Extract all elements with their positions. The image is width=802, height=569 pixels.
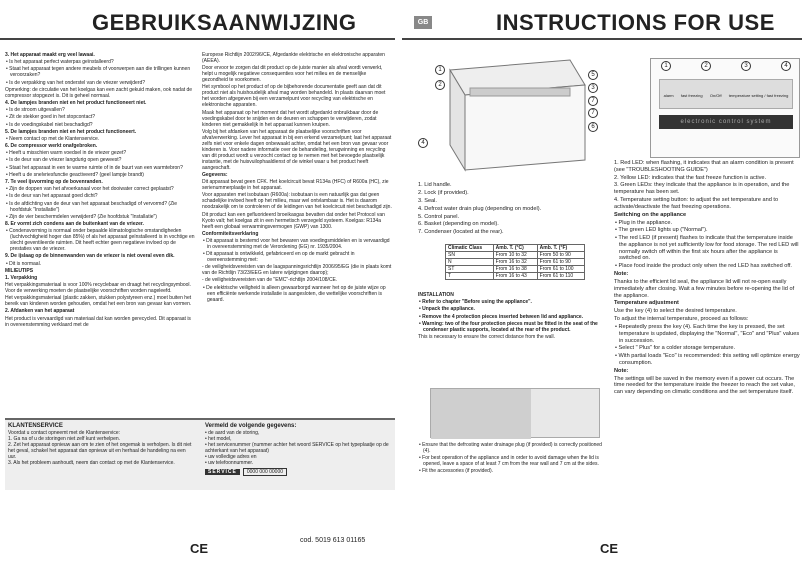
right-line: • Repeatedly press the key (4). Each time the key is pressed, the set temperature is updated, displaying the "Normal", "Eco" and "Plus" values in succession. [615,324,800,344]
climate-cell: SN [446,252,494,259]
climate-cell: From 16 to 43 [493,273,537,280]
climate-cell: ST [446,266,494,273]
install-line: • Unpack the appliance. [419,306,475,313]
nl1-line: 4. De lampjes branden niet en het product functioneert niet. [5,99,147,106]
freezer-illustration [410,50,610,180]
right-line: Use the key (4) to select the desired temperature. [614,308,737,315]
right-line: 1. Red LED: when flashing, it indicates that an alarm condition is present (see "TROUBLESHOOTING GUIDE") [614,160,794,173]
nl1-line: Het product is vervaardigd van materiaal dat kan worden gerecycled. Dit apparaat is in overeenstemming verklaard met de [5,315,191,328]
panel-label-onoff: On/Off [709,93,722,98]
service-plate [205,468,390,476]
installation-illustration [430,388,600,438]
right-line: Switching on the appliance [614,211,687,218]
service-item: • uw volledige adres en [205,454,257,461]
nl1-line: • Is de verpakking van het onderstel van de vriezer verwijderd? [6,79,146,86]
nl1-line: • Zijn de vier beschermdelen verwijderd? (Zie hoofdstuk "Installatie") [6,213,157,220]
ce-mark-left: CE [190,541,209,556]
panel-labels [660,80,792,99]
product-code: cod. 5019 613 01165 [300,537,366,544]
service-right [205,423,390,476]
nl2-line: - de veiligheidsvereisten van de "EMC"-richtlijn 2004/108/CE. [202,277,338,284]
nl1-line: 1. Verpakking [5,274,38,281]
nl2-line: Dit product kan een gefluorideerd broeikasgas bevatten dat onder het Protocol van Kyoto valt; het koelgas zit in een hermetisch verzegeld systeem. Koelgas: R134a heeft een globaal verwarmingsvermogen (GWP) van 1300. [202,211,385,230]
install-line: INSTALLATION [418,292,454,298]
climate-row [446,273,585,280]
panel-callout-2: 2 [701,61,711,71]
right-line: Thanks to the efficient lid seal, the appliance lid will not re-open easily immediately after closing. Wait a few minutes before re-opening the lid of the appliance. [614,279,795,299]
right-line: 4. Temperature setting button: to adjust the set temperature and to activate/deactivate the fast freezing operations. [614,197,779,210]
service-title: KLANTENSERVICE [8,423,63,429]
nl2-line: • De elektrische veiligheid is alleen gewaarborgd wanneer het op de juiste wijze op een efficiënte werkende installatie is aangesloten, die wettelijke voorschriften is geaard. [203,284,386,303]
right-line: 3. Green LEDs: they indicate that the appliance is in operation, and the temperature has been set. [614,182,790,196]
climate-cell: From 50 to 90 [537,252,584,259]
nl1-line: 6. De compressor werkt onafgebroken. [5,143,98,150]
nl1-line: 5. De lampjes branden niet en het product functioneert. [5,128,137,135]
nl1-line: • Condensvorming is normaal onder bepaalde klimatologische omstandigheden (luchtvochtigheid hoger dan 85%) of als het apparaat geïnstalleerd is in vochtige en slecht geventileerde ruimten. Dit heeft echter geen negatieve invloed op de prestaties van de vriezer. [6,228,195,253]
right-line: Note: [614,367,629,374]
right-line: The settings will be saved in the memory even if a power cut occurs. The time needed for the temperature inside the freezer to reach the set value, can vary depending on climatic conditions and the set temperature itself. [614,375,795,396]
nl-column-1 [5,52,195,417]
callout-4: 4 [418,138,428,148]
climate-row [446,259,585,266]
nl1-line: Het verpakkingsmateriaal (plastic zakken, stukken polystyreen enz.) moet buiten het bereik van kinderen worden gehouden, omdat het een bron van gevaar kan vormen. [5,295,192,308]
panel-callout-1: 1 [661,61,671,71]
parts-item: 2. Lock (if provided). [418,189,469,196]
page-title-en: INSTRUCTIONS FOR USE [496,10,775,35]
install2-line: • For best operation of the appliance and in order to avoid damage when the lid is opened, leave a space of at least 7 cm from the rear wall and 7 cm at the sides. [419,455,599,468]
nl1-line: • Heeft u de snelvriesfunctie geactiveerd? (geel lampje brandt) [6,171,144,178]
service-steps [8,436,193,466]
climate-cell: From 10 to 32 [493,252,537,259]
service-intro: Voordat u contact opneemt met de Klantenservice: [8,430,121,437]
nl2-line: Dit apparaat bevat geen CFK. Het koelcircuit bevat R134a (HFC) of R600a (HC), zie serienummerplaatje in het apparaat. [202,179,389,192]
nl2-line: • Dit apparaat is ontwikkeld, gefabriceerd en op de markt gebracht in overeenstemming met: [203,251,355,264]
install-line: • Remove the 4 protection pieces inserted between lid and appliance. [419,313,584,320]
service-item: • uw telefoonnummer. [205,460,254,467]
callout-7b: 7 [588,108,598,118]
parts-item: 6. Basket (depending on model). [418,221,499,228]
callout-3: 3 [588,83,598,93]
nl1-line: • Is de stroom uitgevallen? [6,107,65,114]
nl2-line: Gegevens: [202,171,228,178]
nl1-line: • Zit de stekker goed in het stopcontact? [6,114,96,121]
callout-6: 6 [588,122,598,132]
wall-shape [431,389,531,439]
climate-body [446,252,585,280]
control-panel-illustration [650,58,800,158]
parts-item: 4. Defrost water drain plug (depending on model). [418,205,542,212]
service-details [205,430,390,466]
nl2-line: Europese Richtlijn 2002/96/CE, Afgedankte elektrische en elektronische apparaten (AEEA). [202,52,385,64]
service-item: • de aard van de storing, [205,430,260,437]
parts-item: 3. Seal. [418,197,437,204]
right-line: 2. Yellow LED: indicates that the fast freeze function is active. [614,174,767,181]
climate-row [446,252,585,259]
panel-callout-3: 3 [741,61,751,71]
nl1-line: 7. Te veel ijsvorming op de bovenranden. [5,179,103,185]
right-line: • With partial loads "Eco" is recommended: this setting will optimize energy consumption. [615,353,800,366]
panel-bar [659,79,793,109]
right-line: • The green LED lights up ("Normal"). [615,227,708,234]
service-label: SERVICE [205,469,240,475]
install2-line: • Ensure that the defrosting water drainage plug (if provided) is correctly positioned (4). [419,442,602,454]
right-line: • Select " Plus" for a colder storage temperature. [615,345,736,352]
nl1-line: • Is de voedingskabel niet beschadigd? [6,121,93,128]
nl2-line: Conformiteitsverklaring [202,230,259,237]
service-item: 3. Als het probleem aanhoudt, neem dan contact op met de Klantenservice. [8,460,175,467]
install-line: • Warning: two of the four protection pieces must be fitted in the seat of the condenser plastic supports, located at the rear of the product. [419,320,598,333]
nl1-line: MILIEUTIPS [5,267,34,274]
climate-header-cell: Amb. T. (°F) [537,245,584,252]
service-item: • het model, [205,436,232,443]
parts-item: 7. Condenser (located at the rear). [418,229,504,236]
right-line: • The red LED (if present) flashes to indicate that the temperature inside the appliance is not yet sufficiently low for food storage. The red LED will normally switch off within the first six hours after the appliance is switched on. [615,235,799,262]
climate-cell: From 61 to 100 [537,266,584,273]
nl1-line: • Is de deur van de vriezer langdurig open geweest? [6,157,122,164]
page-title-nl: GEBRUIKSAANWIJZING [92,10,357,35]
callout-1: 1 [435,65,445,75]
nl-column-2 [202,52,392,417]
nl1-line: • Zijn de doppen van het afvoerkanaal voor het dooiwater correct geplaatst? [6,186,174,193]
panel-label-alarm: alarm [663,93,674,98]
nl2-line: • Dit apparaat is bestemd voor het bewaren van voedingsmiddelen en is vervaardigd in overeenstemming met de Verordening (EG) nr. 1935/2004. [203,237,390,250]
climate-header-row [446,245,585,252]
climate-header-cell: Climatic Class [446,245,494,252]
install2-line: • Fit the accessories (if provided). [419,468,493,475]
parts-item: 1. Lid handle. [418,182,452,188]
nl2-line: Het symbool op het product of op de bijbehorende documentatie geeft aan dat dit product niet als huishoudelijk afval mag worden behandeld. In plaats daarvan moet het worden afgegeven bij een verzamelpunt voor recycling van elektrische en elektronische apparaten. [202,84,386,109]
service-item: 2. Zet het apparaat opnieuw aan om te zien of het ongemak is verholpen. Is dit niet het geval, schakel het apparaat dan opnieuw uit en herhaal de handeling na een uur. [8,442,192,461]
install-line: This is necessary to ensure the correct distance from the wall. [418,333,556,340]
right-column [614,160,800,530]
nl1-line: • Dit is normaal. [6,260,42,267]
climate-cell: From 61 to 110 [537,273,584,280]
install-line: • Refer to chapter "Before using the appliance". [419,299,532,306]
header-left [0,0,395,40]
nl2-line: - de veiligheidsvereisten van de laagspanningsrichtlijn 2006/95/EG (die in plaats komt van de Richtlijn 73/23/EEG en latere wijzigingen daarop); [202,264,392,277]
nl1-line: • Neem contact op met de Klantenservice. [6,135,100,142]
right-line: To adjust the internal temperature, proceed as follows: [614,316,749,323]
nl1-line: • Staat het apparaat in een te warme ruimte of in de buurt van een warmtebron? [6,164,183,171]
service-left [8,423,193,466]
service-number: 0000 000 00000 [243,468,287,476]
customer-service-box [5,418,395,490]
nl1-line: 8. Er vormt zich condens aan de buitenkant van de vriezer. [5,220,144,227]
service-item: 1. Ga na of u de storingen niet zelf kunt verhelpen. [8,436,121,443]
panel-callouts [661,61,791,71]
callout-5: 5 [588,70,598,80]
callout-7: 7 [588,96,598,106]
nl2-line: Maak het apparaat op het moment dat het wordt afgedankt onbruikbaar door de voedingskabel door te snijden en de deuren en schappen te verwijderen, zodat kinderen niet gemakkelijk in het apparaat kunnen kruipen. [202,109,379,128]
panel-label-fast: fast freezing [680,93,703,98]
nl1-line: • Is de deur van het apparaat goed dicht? [6,193,98,200]
service-title-2: Vermeld de volgende gegevens: [205,423,297,429]
nl2-line: Volg bij het afdanken van het apparaat de plaatselijke voorschriften voor afvalverwerking. Lever het apparaat in bij een erkend verzamelpunt; laat het apparaat zelfs niet voor enkele dagen onbewaakt achter, omdat het een bron van gevaar voor kinderen is. Voor nadere informatie over de behandeling, terugwinning en recycling van dit product wordt u verzocht contact op te nemen met het bevoegde plaatselijk instantie, met de huisvuilophaaldienst of de winkel waar u het product heeft aangeschaft. [202,128,392,171]
right-line: Note: [614,271,629,278]
nl1-line: 9. De ijslaag op de binnenwanden van de vriezer is niet overal even dik. [5,253,175,260]
header-right [402,0,802,40]
parts-item: 5. Control panel. [418,213,460,220]
right-line: • Place food inside the product only when the red LED has switched off. [615,263,792,270]
nl1-line: • Heeft u misschien warm voedsel in de vriezer gezet? [6,150,127,157]
panel-callout-4: 4 [781,61,791,71]
ce-mark-right: CE [600,541,619,556]
nl1-line: 3. Het apparaat maakt erg veel lawaai. [5,52,95,58]
panel-label-temp: temperature setting / fast freezing [728,93,789,98]
nl1-line: Het verpakkingsmateriaal is voor 100% recyclebaar en draagt het recyclingsymbool. Voor de verwerking moeten de plaatselijke voorschriften worden nageleefd. [5,282,191,295]
nl1-line: • Is het apparaat perfect waterpas geïnstalleerd? [6,59,114,66]
climate-cell: N [446,259,494,266]
climate-cell: From 16 to 32 [493,259,537,266]
right-line: • Plug in the appliance. [615,219,673,226]
callout-2: 2 [435,80,445,90]
climate-cell: From 16 to 38 [493,266,537,273]
climate-row [446,266,585,273]
nl2-line: Door ervoor te zorgen dat dit product op de juiste manier als afval wordt verwerkt, helpt u mogelijk negatieve consequenties voor het milieu en de menselijke gezondheid te voorkomen. [202,65,383,84]
service-item: • het servicenummer (nummer achter het woord SERVICE op het typeplaatje op de achterkant van het apparaat) [205,442,389,455]
nl1-line: 2. Afdanken van het apparaat [5,308,75,315]
nl2-line: Voor apparaten met isobutaan (R600a): isobutaan is een natuurlijk gas dat geen schadelijke invloed heeft op het milieu, maar wel ontvlambaar is. Het is daarom noodzakelijk om te controleren of de leidingen van het koelcircuit niet beschadigd zijn. [202,192,392,211]
panel-caption: electronic control system [659,115,793,129]
nl1-line: • Is de afdichting van de deur van het apparaat beschadigd of vervormd? (Zie hoofdstuk "Installatie") [6,200,178,213]
parts-list [418,182,608,242]
climate-table [445,244,585,280]
nl1-line: • Staat het apparaat tegen andere meubels of voorwerpen aan die trillingen kunnen veroorzaken? [6,66,191,79]
right-line: Temperature adjustment [614,300,679,307]
installation-section [418,292,610,382]
climate-cell: T [446,273,494,280]
language-badge: GB [414,16,432,29]
nl1-line: Opmerking: de circulatie van het koelgas kan een zacht gekuid maken, ook nadat de compressor stopgezet is. Dit is geheel normaal. [5,86,193,99]
installation-notes [418,442,610,497]
climate-cell: From 61 to 90 [537,259,584,266]
climate-header-cell: Amb. T. (°C) [493,245,537,252]
